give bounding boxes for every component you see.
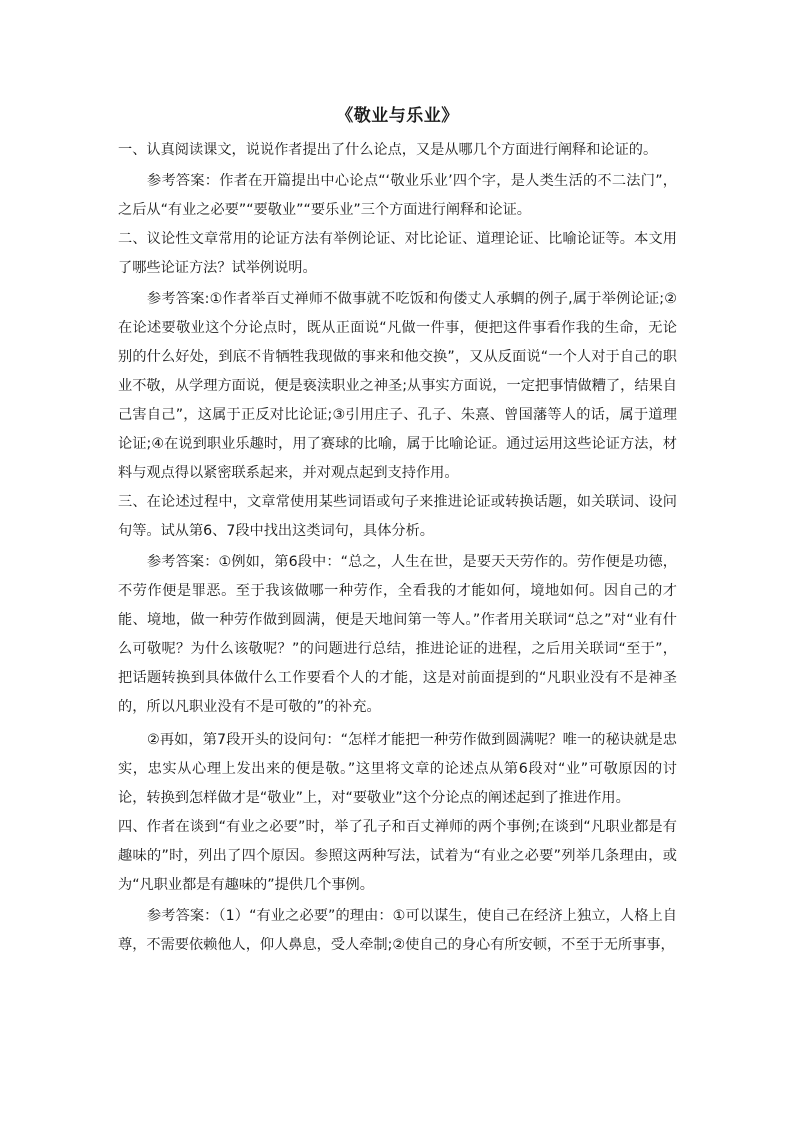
question-1: 一、认真阅读课文，说说作者提出了什么论点，又是从哪几个方面进行阐释和论证的。	[118, 142, 658, 158]
answer-2: 参考答案:①作者举百丈禅师不做事就不吃饭和佝偻丈人承蜩的例子,属于举例论证;②在论述要敬业这个分论点时，既从正面说“凡做一件事，便把这件事看作我的生命，无论别的什么好处，到底不肯牺牲我现做的事来和他交换”，又从反面说“一个人对于自己的职业不敬，从学理方面说，便是亵渎职业之神圣;从事实方面说，一定把事情做糟了，结果自己害自己”，这属于正反对比论证;③引用庄子、孔子、朱熹、曾国藩等人的话，属于道理论证;④在说到职业乐趣时，用了赛球的比喻，属于比喻论证。通过运用这些论证方法，材料与观点得以紧密联系起来，并对观点起到支持作用。	[118, 291, 677, 481]
question-2: 二、议论性文章常用的论证方法有举例论证、对比论证、道理论证、比喻论证等。本文用了哪些论证方法？试举例说明。	[118, 231, 677, 276]
question-4: 四、作者在谈到“有业之必要”时，举了孔子和百丈禅师的两个事例;在谈到“凡职业都是有趣味的”时，列出了四个原因。参照这两种写法，试着为“有业之必要”列举几条理由，或为“凡职业都是有趣味的”提供几个事例。	[118, 819, 677, 893]
answer-3-part-1: 参考答案：①例如，第6段中：“总之，人生在世，是要天天劳作的。劳作便是功德，不劳作便是罪恶。至于我该做哪一种劳作，全看我的才能如何，境地如何。因自己的才能、境地，做一种劳作做到圆满，便是天地间第一等人。”作者用关联词“总之”对“业有什么可敬呢？为什么该敬呢？”的问题进行总结，推进论证的进程，之后用关联词“至于”，把话题转换到具体做什么工作要看个人的才能，这是对前面提到的“凡职业没有不是神圣的，所以凡职业没有不是可敬的”的补充。	[118, 554, 677, 715]
document-title: 《敬业与乐业》	[336, 106, 459, 126]
question-3: 三、在论述过程中，文章常使用某些词语或句子来推进论证或转换话题，如关联词、设问句等。试从第6、7段中找出这类词句，具体分析。	[118, 494, 677, 539]
answer-4: 参考答案：（1）“有业之必要”的理由：①可以谋生，使自己在经济上独立，人格上自尊，不需要依赖他人，仰人鼻息，受人牵制;②使自己的身心有所安顿，不至于无所事事，	[118, 908, 677, 953]
answer-3-part-2: ②再如，第7段开头的设问句：“怎样才能把一种劳作做到圆满呢？唯一的秘诀就是忠实，忠实从心理上发出来的便是敬。”这里将文章的论述点从第6段对“业”可敬原因的讨论，转换到怎样做才是“敬业”上，对“要敬业”这个分论点的阐述起到了推进作用。	[118, 732, 677, 806]
answer-1: 参考答案：作者在开篇提出中心论点“‘敬业乐业’四个字，是人类生活的不二法门”，之后从“有业之必要”“要敬业”“要乐业”三个方面进行阐释和论证。	[118, 173, 677, 218]
